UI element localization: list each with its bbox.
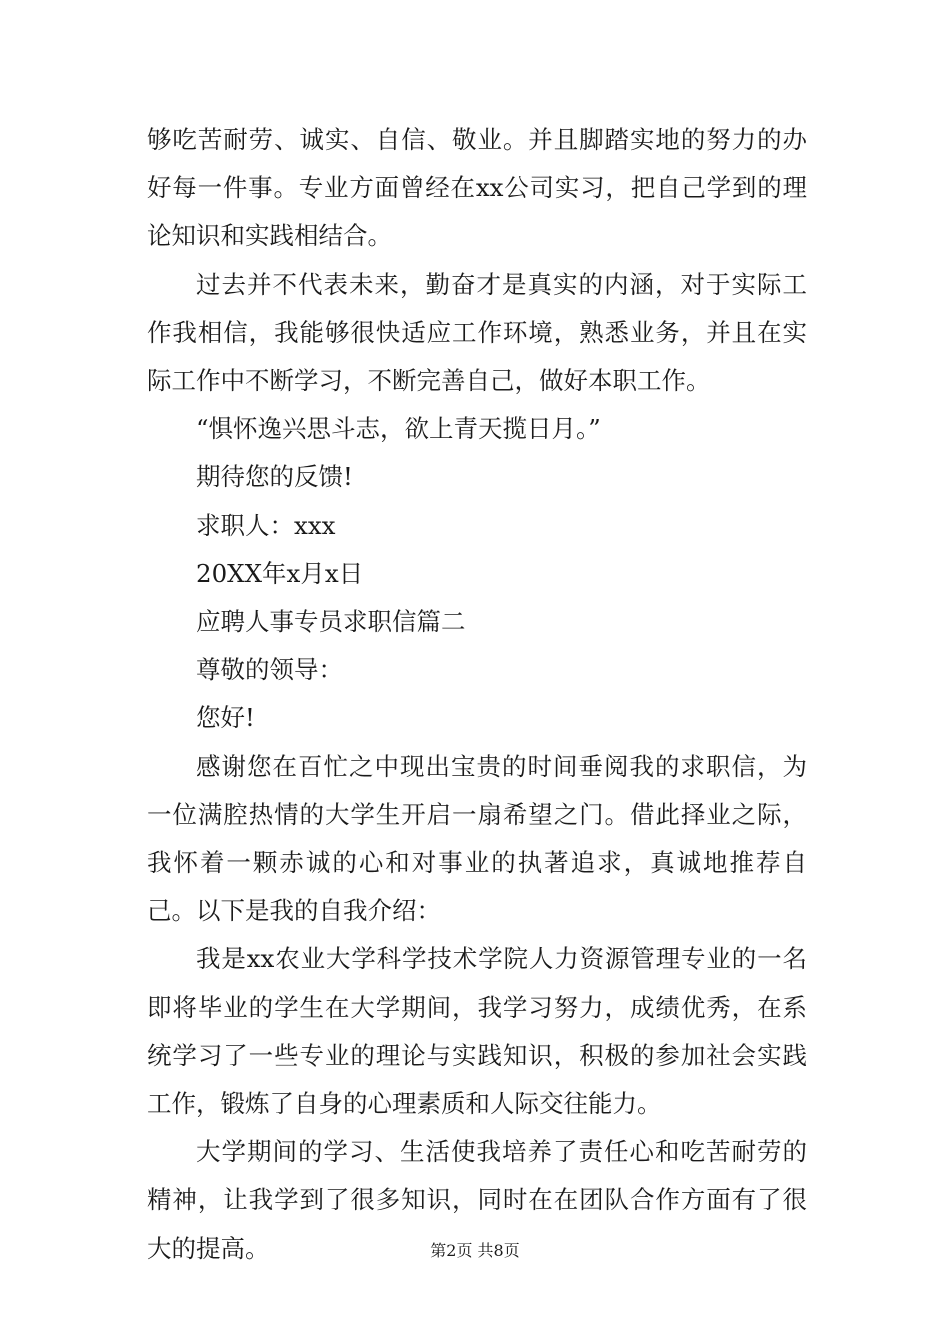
paragraph: 过去并不代表未来，勤奋才是真实的内涵，对于实际工作我相信，我能够很快适应工作环境，熟悉业务，并且在实际工作中不断学习，不断完善自己，做好本职工作。 [147,269,807,396]
applicant-line: 求职人：xxx [196,510,336,540]
paragraph: 感谢您在百忙之中现出宝贵的时间垂阅我的求职信，为一位满腔热情的大学生开启一扇希望之门。借此择业之际，我怀着一颗赤诚的心和对事业的执著追求，真诚地推荐自己。以下是我的自我介绍： [147,751,807,926]
salutation: 尊敬的领导： [196,655,343,685]
page-number-footer: 第2页 共8页 [430,1241,520,1260]
paragraph: 大学期间的学习、生活使我培养了责任心和吃苦耐劳的精神，让我学到了很多知识，同时在在团队合作方面有了很大的提高。 [147,1137,807,1263]
section-title: 应聘人事专员求职信篇二 [196,607,466,637]
quote-line: “惧怀逸兴思斗志，欲上青天揽日月。” [196,414,601,444]
closing-line: 期待您的反馈! [196,462,353,492]
document-body [147,116,807,1273]
paragraph: 我是xx农业大学科学技术学院人力资源管理专业的一名即将毕业的学生在大学期间，我学习努力，成绩优秀，在系统学习了一些专业的理论与实践知识，积极的参加社会实践工作，锻炼了自身的心理素质和人际交往能力。 [147,944,807,1119]
date-line: 20XX年x月x日 [196,558,364,588]
greeting: 您好! [196,703,255,733]
paragraph-continuation: 够吃苦耐劳、诚实、自信、敬业。并且脚踏实地的努力的办好每一件事。专业方面曾经在xx公司实习，把自己学到的理论知识和实践相结合。 [147,125,807,251]
